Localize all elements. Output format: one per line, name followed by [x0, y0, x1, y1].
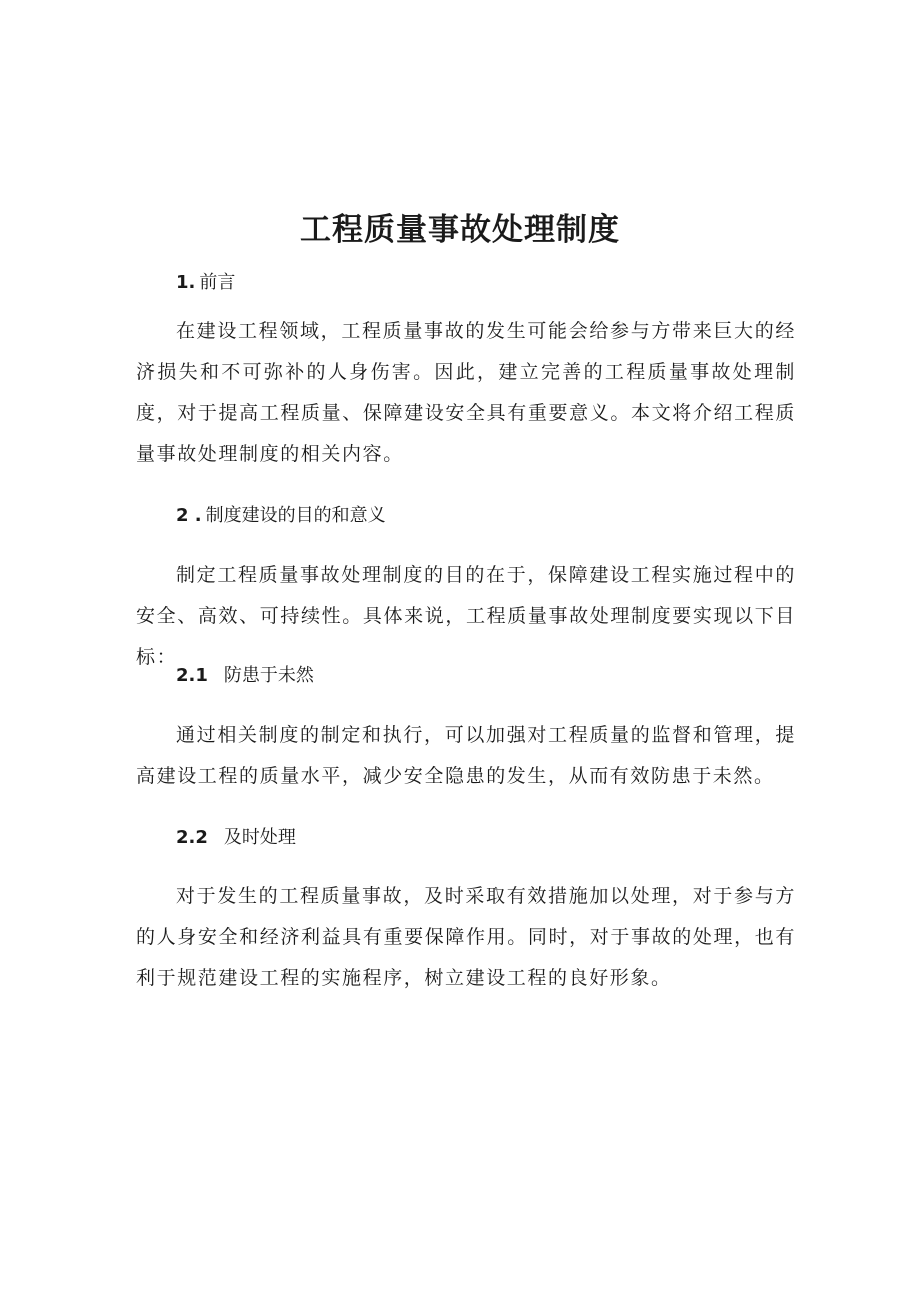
section-paragraph-2-2: 对于发生的工程质量事故，及时采取有效措施加以处理，对于参与方的人身安全和经济利益具有重要保障作用。同时，对于事故的处理，也有利于规范建设工程的实施程序，树立建设工程的良好形象。 — [136, 885, 796, 989]
section-heading-2 — [176, 503, 386, 529]
section-paragraph-1: 在建设工程领域，工程质量事故的发生可能会给参与方带来巨大的经济损失和不可弥补的人身伤害。因此，建立完善的工程质量事故处理制度，对于提高工程质量、保障建设安全具有重要意义。本文将介绍工程质量事故处理制度的相关内容。 — [136, 320, 796, 465]
section-heading-text: 前言 — [199, 272, 236, 293]
section-number: 1. — [176, 272, 196, 293]
section-paragraph-2: 制定工程质量事故处理制度的目的在于，保障建设工程实施过程中的安全、高效、可持续性。具体来说，工程质量事故处理制度要实现以下目标： — [136, 564, 796, 668]
section-heading-text: 防患于未然 — [223, 665, 314, 686]
section-number: 2 . — [176, 505, 202, 526]
section-heading-1 — [176, 270, 235, 296]
section-paragraph-2-1: 通过相关制度的制定和执行，可以加强对工程质量的监督和管理，提高建设工程的质量水平，减少安全隐患的发生，从而有效防患于未然。 — [136, 724, 796, 787]
document-title: 工程质量事故处理制度 — [300, 212, 620, 248]
section-number: 2.2 — [176, 827, 208, 848]
section-heading-2-2 — [176, 825, 296, 851]
section-heading-text: 制度建设的目的和意义 — [205, 505, 386, 526]
section-number: 2.1 — [176, 665, 208, 686]
section-heading-text: 及时处理 — [223, 827, 296, 848]
section-heading-2-1 — [176, 663, 314, 689]
